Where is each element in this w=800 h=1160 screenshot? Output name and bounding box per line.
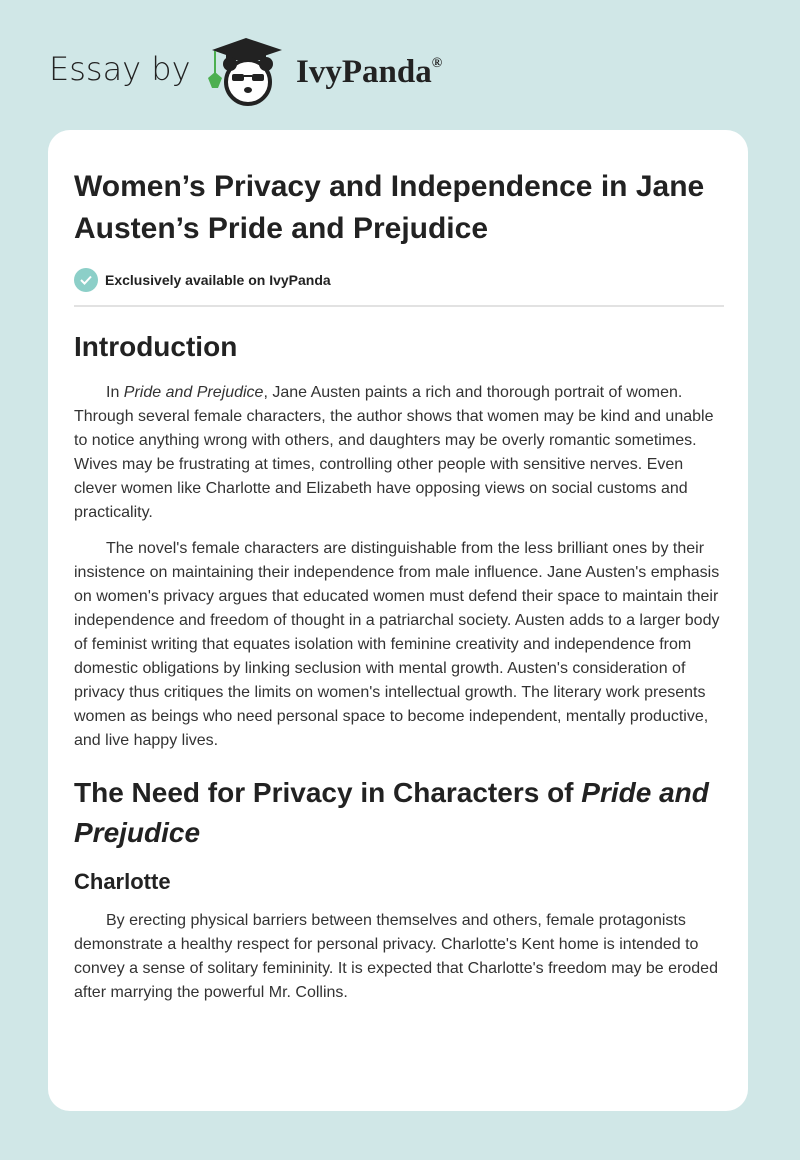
paragraph-1: In Pride and Prejudice, Jane Austen paints a rich and thorough portrait of women. Through several female characters, the author shows that women may be kind and unable to notice anything wrong with others, and daughters may be overly romantic sometimes. Wives may be frustrating at times, controlling other people with sensitive nerves. Even clever women like Charlotte and Elizabeth have opposing views on social customs and practicality. (74, 384, 714, 521)
section-heading-introduction: Introduction (74, 331, 238, 362)
exclusive-badge (74, 268, 724, 292)
essay-by-label: Essay by (49, 50, 191, 88)
check-icon (74, 268, 98, 292)
site-header (0, 0, 800, 130)
section-heading-need-for-privacy: The Need for Privacy in Characters of Pride and Prejudice (74, 777, 709, 848)
paragraph-2: The novel's female characters are distinguishable from the less brilliant ones by their insistence on maintaining their independence from male influence. Jane Austen's emphasis on women's privacy argues that educated women must defend their space to maintain their independence and freedom of thought in a patriarchal society. Austen adds to a larger body of feminist writing that equates isolation with feminine creativity and independence from domestic obligations by linking seclusion with mental growth. Austen's consideration of privacy thus critiques the limits on women's intellectual growth. The literary work presents women as beings who need personal space to become independent, mentally productive, and live happy lives. (74, 540, 720, 749)
paragraph-3: By erecting physical barriers between themselves and others, female protagonists demonstrate a healthy respect for personal privacy. Charlotte's Kent home is intended to convey a sense of solitary femininity. It is expected that Charlotte's freedom may be eroded after marrying the powerful Mr. Collins. (74, 912, 718, 1001)
subheading-charlotte: Charlotte (74, 869, 171, 894)
brand-name[interactable]: IvyPanda® (296, 54, 443, 90)
ivypanda-logo-icon[interactable] (200, 36, 290, 108)
exclusive-text: Exclusively available on IvyPanda (105, 272, 331, 288)
essay-card (48, 130, 748, 1111)
divider (74, 305, 724, 307)
essay-title: Women’s Privacy and Independence in Jane Austen’s Pride and Prejudice (74, 170, 705, 245)
